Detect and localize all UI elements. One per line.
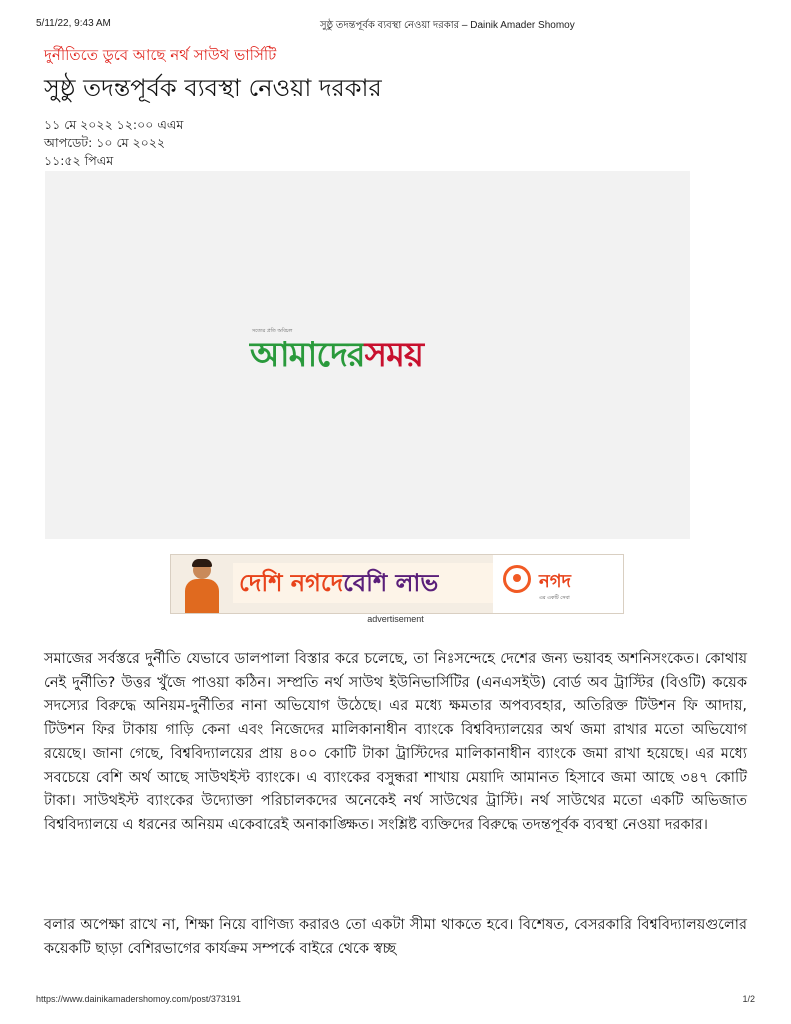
print-datetime: 5/11/22, 9:43 AM: [36, 18, 111, 29]
hero-image: [45, 171, 690, 539]
updated-time: ১১:৫২ পিএম: [44, 153, 114, 168]
amader-shomoy-logo: [250, 328, 423, 373]
ad-brand-sub: এর একটি সেবা: [539, 595, 570, 601]
logo-tagline: সত্যের প্রতি অবিচল: [252, 328, 293, 334]
ad-brand-name: নগদ: [539, 571, 571, 592]
article-category[interactable]: দুর্নীতিতে ডুবে আছে নর্থ সাউথ ভার্সিটি: [44, 46, 277, 64]
article-paragraph: বলার অপেক্ষা রাখে না, শিক্ষা নিয়ে বাণিজ্য করারও তো একটা সীমা থাকতে হবে। বিশেষত, বেসরকারি বিশ্ববিদ্যালয়গুলোর কয়েকটি ছাড়া বেশিরভাগের কার্যক্রম সম্পর্কে বাইরে থেকে স্বচ্ছ: [44, 917, 747, 957]
print-url[interactable]: https://www.dainikamadershomoy.com/post/373191: [36, 994, 241, 1004]
advertisement-banner[interactable]: [170, 554, 624, 614]
ad-headline-part-1: দেশি নগদে: [239, 569, 344, 597]
ad-headline-part-2: বেশি লাভ: [343, 569, 439, 597]
ad-headline: [233, 563, 497, 603]
print-page-number: 1/2: [742, 994, 755, 1004]
logo-part-1: আমাদের: [250, 335, 365, 375]
published-date: ১১ মে ২০২২ ১২:০০ এএম: [44, 117, 184, 132]
article-paragraph: সমাজের সর্বস্তরে দুর্নীতি যেভাবে ডালপালা বিস্তার করে চলেছে, তা নিঃসন্দেহে দেশের জন্য ভয়াবহ অশনিসংকেত। কোথায় নেই দুর্নীতি? উত্তর খুঁজে পাওয়া কঠিন। সম্প্রতি নর্থ সাউথ ইউনিভার্সিটির (এনএসইউ) বোর্ড অব ট্রাস্টির (বিওটি) কয়েক সদস্যের বিরুদ্ধে অনিয়ম-দুর্নীতির নানা অভিযোগ উঠেছে। এর মধ্যে ক্ষমতার অপব্যবহার, অতিরিক্ত টিউশন ফি আদায়, টিউশন ফির টাকায় গাড়ি কেনা এবং নিজেদের মালিকানাধীন ব্যাংকে বিশ্ববিদ্যালয়ের অর্থ জমা রাখার মতো অভিযোগ রয়েছে। জানা গেছে, বিশ্ববিদ্যালয়ের প্রায় ৪০০ কোটি টাকা ট্রাস্টিদের মালিকানাধীন ব্যাংকে জমা রাখা হয়েছে। এর মধ্যে সবচেয়ে বেশি অর্থ আছে সাউথইস্ট ব্যাংকে। এ ব্যাংকের বসুন্ধরা শাখায় মেয়াদি আমানত হিসাবে জমা আছে ৩৪৭ কোটি টাকা। সাউথইস্ট ব্যাংকের উদ্যোক্তা পরিচালকদের অনেকেই নর্থ সাউথের ট্রাস্টি। নর্থ সাউথের মতো একটি অভিজাত বিশ্ববিদ্যালয়ে এ ধরনের অনিয়ম একেবারেই অনাকাঙ্ক্ষিত। সংশ্লিষ্ট ব্যক্তিদের বিরুদ্ধে তদন্তপূর্বক ব্যবস্থা নেওয়া দরকার।: [44, 651, 747, 833]
advertisement-label: advertisement: [367, 614, 424, 624]
updated-date: আপডেট: ১০ মে ২০২২: [44, 135, 165, 150]
logo-part-2: সময়: [364, 335, 423, 375]
article-meta: [44, 116, 183, 170]
nagad-logo-icon: [503, 565, 531, 593]
ad-person-image: [183, 559, 221, 613]
logo-wordmark: [250, 337, 423, 373]
print-header: [36, 18, 755, 32]
print-footer: [36, 994, 755, 1008]
ad-brand-panel: [493, 555, 623, 613]
article-headline: সুষ্ঠু তদন্তপূর্বক ব্যবস্থা নেওয়া দরকার: [44, 74, 382, 102]
print-page-title: সুষ্ঠু তদন্তপূর্বক ব্যবস্থা নেওয়া দরকার – Dainik Amader Shomoy: [320, 20, 575, 31]
